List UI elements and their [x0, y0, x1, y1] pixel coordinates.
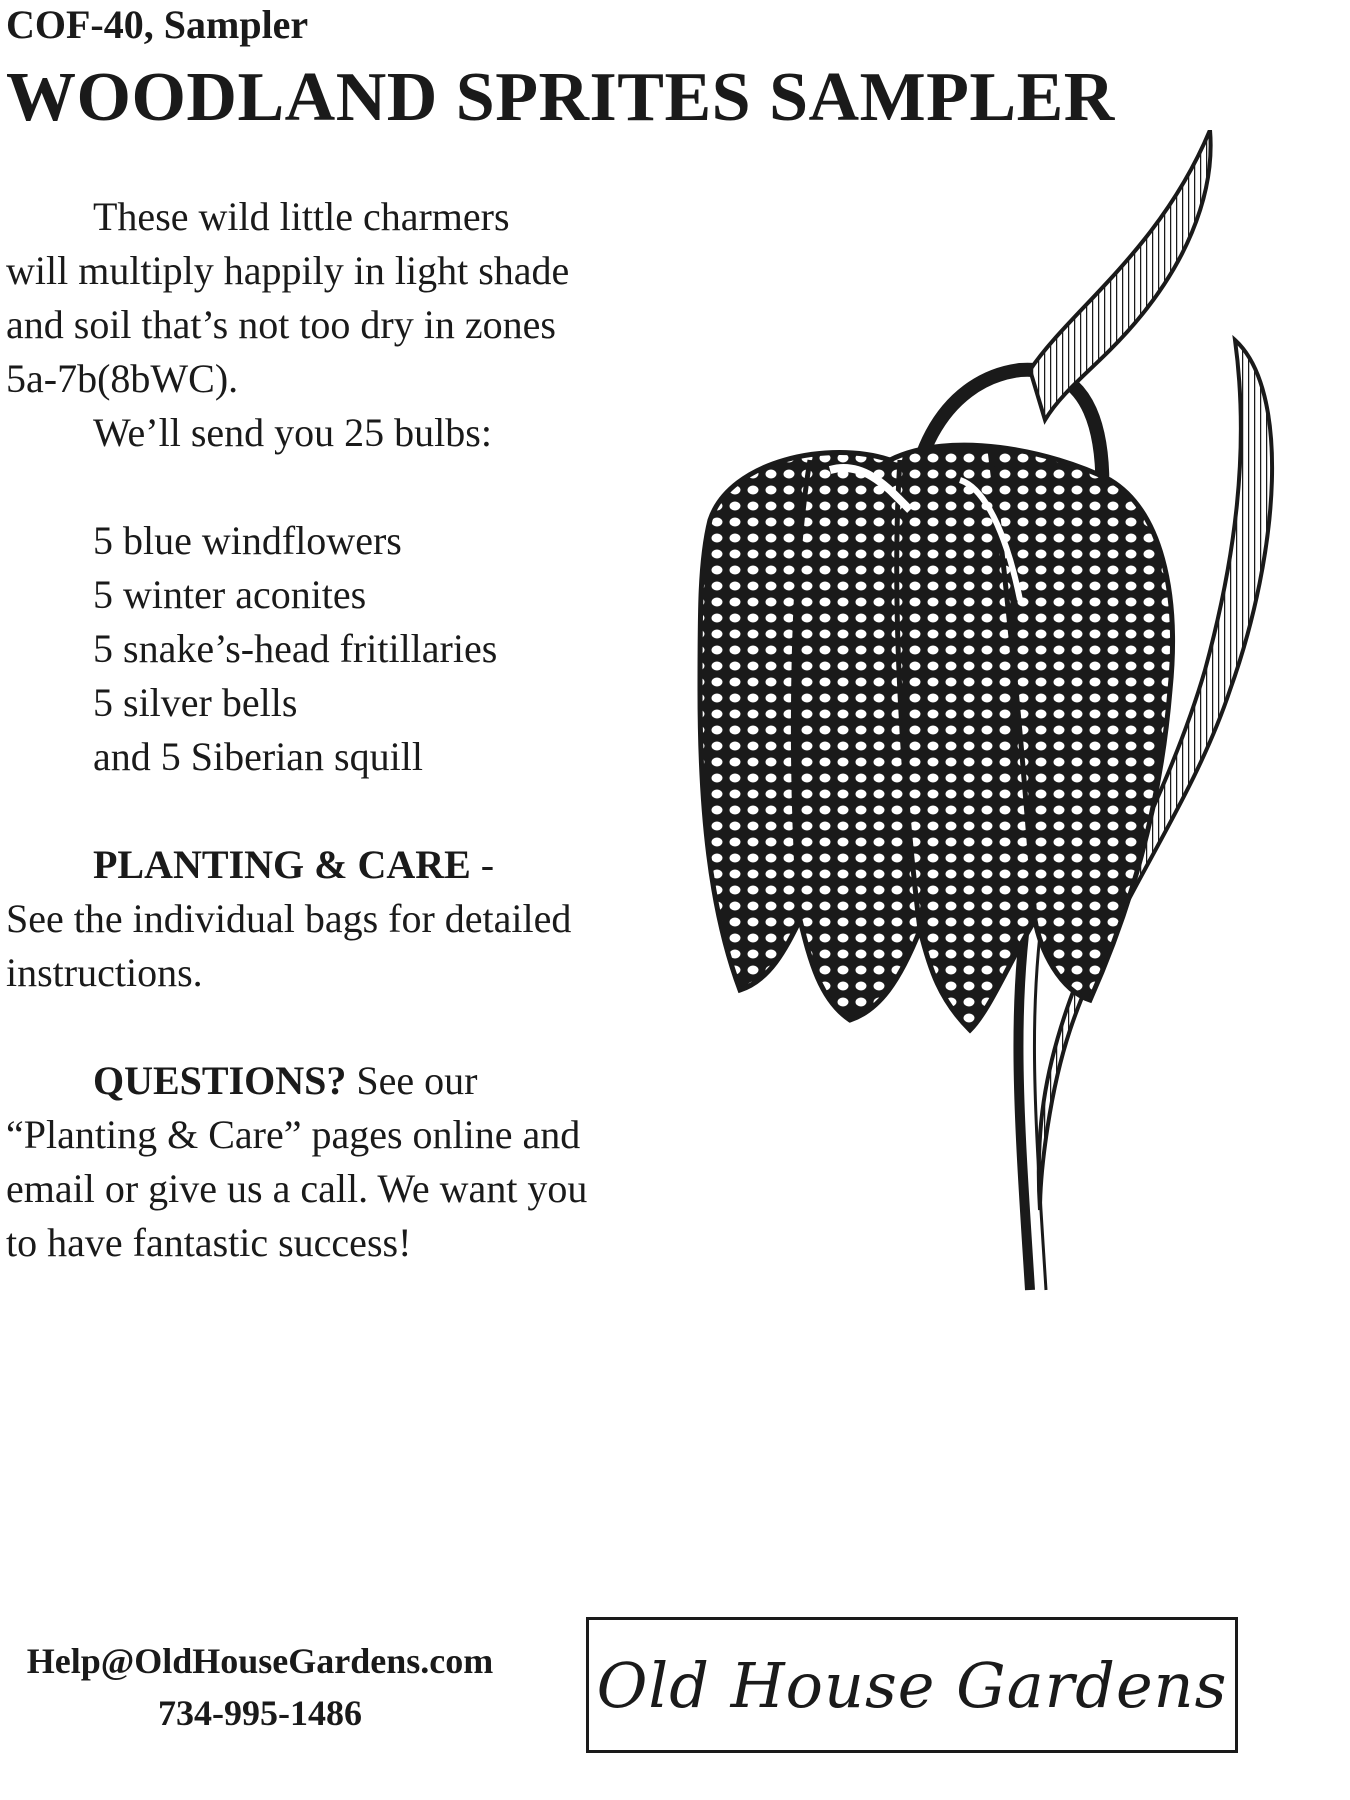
fritillary-flower-illustration — [690, 130, 1290, 1310]
questions-line: “Planting & Care” pages online and — [6, 1112, 581, 1157]
list-item: 5 silver bells — [93, 680, 298, 725]
planting-heading: PLANTING & CARE — [93, 842, 471, 887]
questions-heading: QUESTIONS? — [93, 1058, 347, 1103]
list-item: 5 blue windflowers — [93, 518, 402, 563]
questions-line: email or give us a call. We want you — [6, 1166, 588, 1211]
planting-line: See the individual bags for detailed — [6, 896, 572, 941]
intro-line: and soil that’s not too dry in zones — [6, 302, 556, 347]
logo-text: Old House Gardens — [596, 1648, 1228, 1722]
intro-line: We’ll send you 25 bulbs: — [93, 410, 492, 455]
questions-line: to have fantastic success! — [6, 1220, 412, 1265]
description-block — [6, 190, 686, 1270]
planting-line: instructions. — [6, 950, 203, 995]
questions-tail: See our — [346, 1058, 478, 1103]
intro-line: 5a-7b(8bWC). — [6, 356, 239, 401]
product-code: COF-40, Sampler — [6, 2, 309, 47]
questions-heading-line — [6, 1054, 686, 1108]
list-item: 5 winter aconites — [93, 572, 367, 617]
planting-dash: - — [470, 842, 495, 887]
contact-block — [0, 1635, 520, 1739]
contact-phone[interactable]: 734-995-1486 — [158, 1693, 362, 1733]
intro-line: will multiply happily in light shade — [6, 248, 570, 293]
intro-line: These wild little charmers — [93, 194, 510, 239]
brand-logo — [586, 1617, 1238, 1753]
list-item: 5 snake’s-head fritillaries — [93, 626, 498, 671]
page-title: WOODLAND SPRITES SAMPLER — [6, 59, 1115, 136]
contact-email[interactable]: Help@OldHouseGardens.com — [26, 1641, 494, 1681]
list-item: and 5 Siberian squill — [93, 734, 423, 779]
planting-heading-line — [6, 838, 686, 892]
bulb-list — [6, 514, 686, 784]
